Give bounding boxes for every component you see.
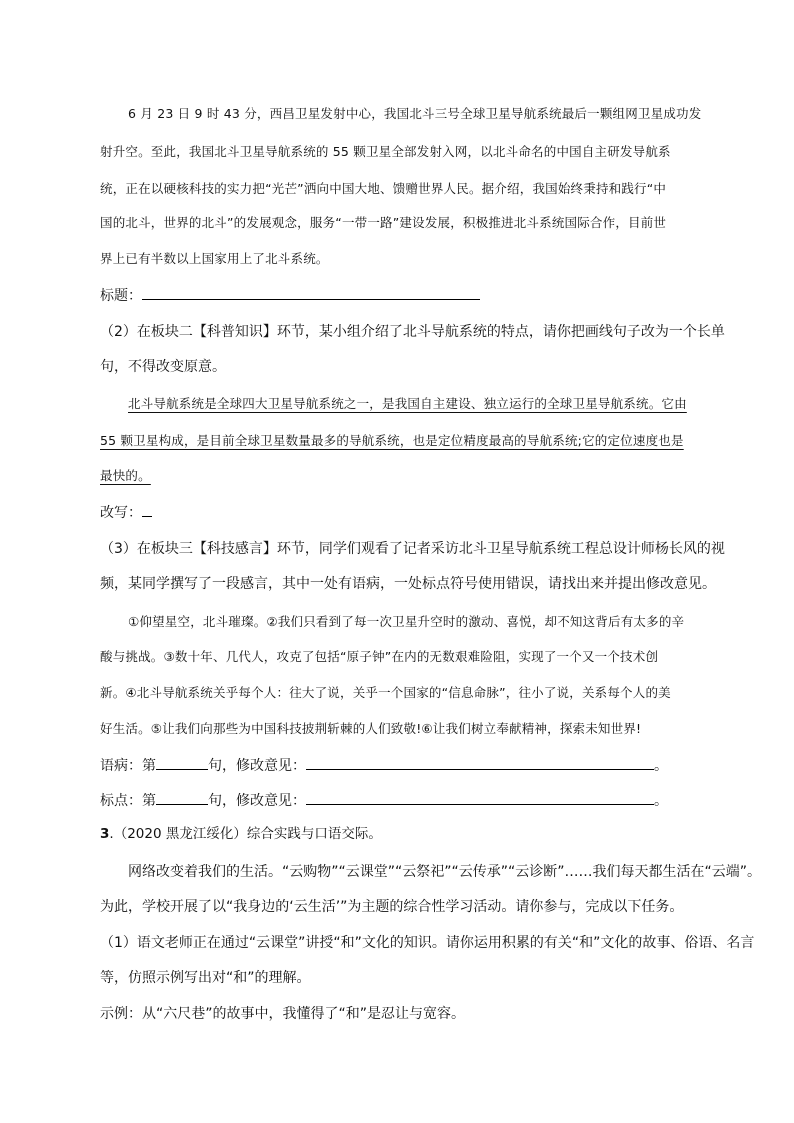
punctuation-label: 标点：第 — [100, 793, 156, 809]
intro-line: 为此，学校开展了以“我身边的‘云生活’”为主题的综合性学习活动。请你参与，完成以下任务。 — [100, 899, 684, 915]
passage3-line: 新。④北斗导航系统关乎每个人：往大了说，关乎一个国家的“信息命脉”，往小了说，关系每个人的美 — [100, 685, 671, 700]
passage3-line: 好生活。⑤让我们向那些为中国科技披荆斩棘的人们致敬!⑥让我们树立奉献精神，探索未知世界! — [100, 721, 642, 736]
q2-line: 句，不得改变原意。 — [100, 359, 226, 375]
punctuation-sentence-blank[interactable] — [156, 790, 208, 805]
example-line: 示例：从“六尺巷”的故事中，我懂得了“和”是忍让与宽容。 — [100, 1006, 466, 1022]
grammar-end-mark: 。 — [654, 758, 668, 774]
q3-line: （3）在板块三【科技感言】环节，同学们观看了记者采访北斗卫星导航系统工程总设计师杨长风的视 — [100, 541, 725, 557]
punctuation-answer-row — [100, 790, 668, 811]
passage2-line: 北斗导航系统是全球四大卫星导航系统之一，是我国自主建设、独立运行的全球卫星导航系统。它由 — [128, 396, 687, 411]
grammar-label: 语病：第 — [100, 758, 156, 774]
passage2-line: 55 颗卫星构成，是目前全球卫星数量最多的导航系统，也是定位精度最高的导航系统;它的定位速度也是 — [100, 433, 684, 448]
intro-line: 网络改变着我们的生活。“云购物”“云课堂”“云祭祀”“云传承”“云诊断”……我们每天都生活在“云端”。 — [128, 864, 762, 880]
question-heading-text: .（2020 黑龙江绥化）综合实践与口语交际。 — [109, 826, 382, 842]
task1-line: 等，仿照示例写出对“和”的理解。 — [100, 970, 311, 986]
title-label: 标题： — [100, 288, 142, 304]
q3-line: 频，某同学撰写了一段感言，其中一处有语病，一处标点符号使用错误，请找出来并提出修改意见。 — [100, 576, 716, 592]
punctuation-suggestion-blank[interactable] — [306, 790, 654, 805]
passage1-line: 界上已有半数以上国家用上了北斗系统。 — [100, 251, 329, 266]
rewrite-label: 改写： — [100, 505, 142, 521]
passage1-line: 统，正在以硬核科技的实力把“光芒”洒向中国大地、馈赠世界人民。据介绍，我国始终秉持和践行“中 — [100, 181, 667, 196]
passage2-line: 最快的。 — [100, 468, 151, 483]
question-number: 3 — [100, 826, 110, 842]
grammar-suggestion-blank[interactable] — [306, 755, 654, 770]
grammar-sentence-blank[interactable] — [156, 755, 208, 770]
passage1-line: 射升空。至此，我国北斗卫星导航系统的 55 颗卫星全部发射入网，以北斗命名的中国自主研发导航系 — [100, 144, 671, 159]
q2-line: （2）在板块二【科普知识】环节，某小组介绍了北斗导航系统的特点，请你把画线句子改为一个长单 — [100, 324, 725, 340]
passage3-line: ①仰望星空，北斗璀璨。②我们只看到了每一次卫星升空时的激动、喜悦，却不知这背后有太多的辛 — [128, 614, 685, 629]
rewrite-row — [100, 502, 152, 523]
passage1-line: 国的北斗，世界的北斗”的发展观念，服务“一带一路”建设发展，积极推进北斗系统国际合作，目前世 — [100, 215, 667, 230]
question-heading — [100, 824, 382, 844]
passage1-line: 6 月 23 日 9 时 43 分，西昌卫星发射中心，我国北斗三号全球卫星导航系统最后一颗组网卫星成功发 — [128, 106, 702, 121]
title-answer-blank[interactable] — [142, 285, 480, 300]
punctuation-end-mark: 。 — [654, 793, 668, 809]
title-answer-row — [100, 285, 480, 306]
grammar-answer-row — [100, 755, 668, 776]
punctuation-suggestion-label: 句，修改意见： — [208, 793, 306, 809]
grammar-suggestion-label: 句，修改意见： — [208, 758, 306, 774]
rewrite-answer-blank[interactable] — [142, 502, 152, 517]
passage3-line: 酸与挑战。③数十年、几代人，攻克了包括“原子钟”在内的无数艰难险阻，实现了一个又一个技术创 — [100, 649, 659, 664]
task1-line: （1）语文老师正在通过“云课堂”讲授“和”文化的知识。请你运用积累的有关“和”文化的故事、俗语、名言 — [100, 935, 755, 951]
